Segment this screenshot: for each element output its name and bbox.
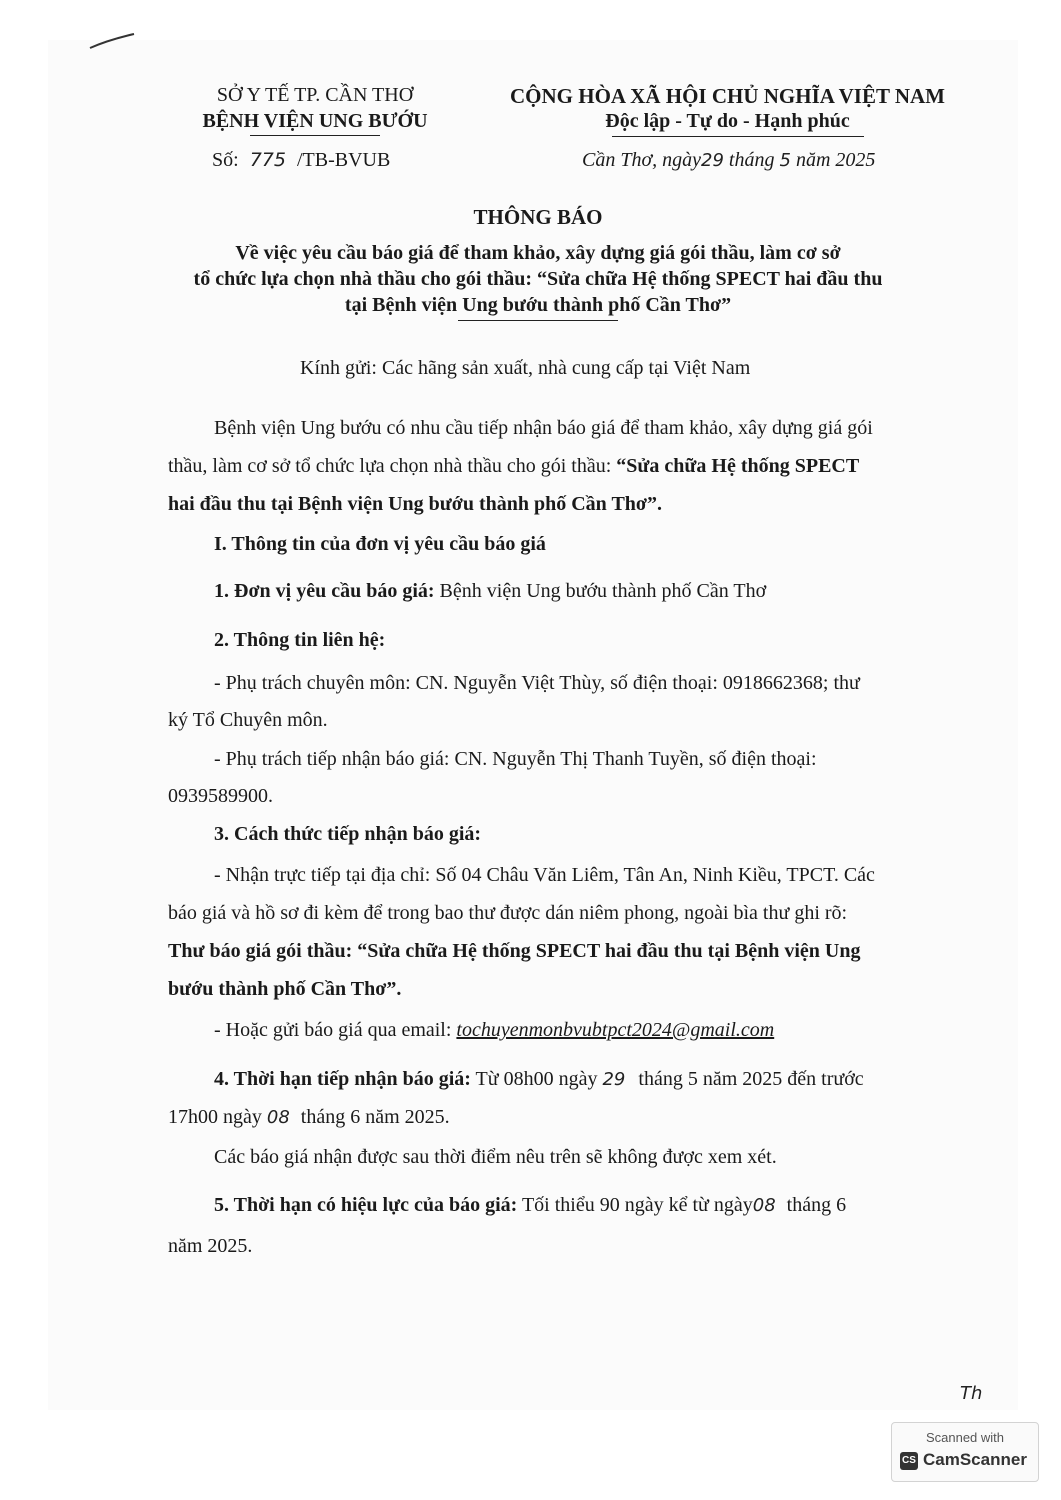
document-number: [212, 149, 390, 172]
email-link[interactable]: tochuyenmonbvubtpct2024@gmail.com: [456, 1019, 775, 1041]
email-prefix: - Hoặc gửi báo giá qua email:: [214, 1019, 457, 1041]
org-parent: SỞ Y TẾ TP. CẦN THƠ: [216, 84, 414, 106]
subject-line-1: Về việc yêu cầu báo giá để tham khảo, xây dựng giá gói thầu, làm cơ sở: [235, 242, 841, 264]
item-4-line-1: [214, 1068, 864, 1091]
item-1-value: Bệnh viện Ung bướu thành phố Cần Thơ: [434, 580, 767, 602]
number-suffix: /TB-BVUB: [296, 149, 391, 171]
contact-2-line-2: 0939589900.: [168, 785, 273, 807]
item-5-line-2: năm 2025.: [168, 1235, 253, 1257]
date-prefix: Cần Thơ, ngày: [582, 149, 702, 171]
document-title: THÔNG BÁO: [473, 205, 603, 229]
item-5-label: 5. Thời hạn có hiệu lực của báo giá:: [214, 1194, 518, 1216]
intro-text: thầu, làm cơ sở tổ chức lựa chọn nhà thầu cho gói thầu:: [168, 455, 617, 477]
contact-1-line-2: ký Tổ Chuyên môn.: [168, 709, 328, 731]
item-3-label: 3. Cách thức tiếp nhận báo giá:: [214, 823, 482, 845]
item-4-day-1: 29: [602, 1069, 626, 1090]
receive-line-1: - Nhận trực tiếp tại địa chỉ: Số 04 Châu Văn Liêm, Tân An, Ninh Kiều, TPCT. Các: [214, 864, 875, 886]
date-month: 5: [779, 150, 791, 171]
late-note: Các báo giá nhận được sau thời điểm nêu trên sẽ không được xem xét.: [214, 1146, 777, 1168]
email-line: [214, 1019, 774, 1042]
item-4-text-a: Từ 08h00 ngày: [470, 1068, 598, 1090]
subject-line-3: tại Bệnh viện Ung bướu thành phố Cần Thơ”: [344, 294, 732, 316]
section-1-heading: I. Thông tin của đơn vị yêu cầu báo giá: [214, 533, 546, 555]
item-4-text-d: tháng 6 năm 2025.: [300, 1106, 450, 1128]
item-5-text-a: Tối thiểu 90 ngày kể từ ngày: [517, 1194, 753, 1216]
recipient: Kính gửi: Các hãng sản xuất, nhà cung cấp tại Việt Nam: [300, 357, 751, 379]
receive-line-2: báo giá và hồ sơ đi kèm để trong bao thư được dán niêm phong, ngoài bìa thư ghi rõ:: [168, 902, 848, 924]
item-5-text-b: tháng 6: [786, 1194, 847, 1216]
org-name: BỆNH VIỆN UNG BƯỚU: [202, 110, 428, 132]
date-month-label: tháng: [728, 149, 775, 171]
org-underline: [250, 135, 380, 136]
item-1: [214, 580, 766, 603]
scanner-caption: Scanned with: [925, 1430, 1005, 1445]
item-5-day: 08: [752, 1195, 776, 1216]
item-2-label: 2. Thông tin liên hệ:: [214, 629, 386, 651]
item-4-text-c: 17h00 ngày: [168, 1106, 262, 1128]
number-label: Số:: [212, 149, 239, 171]
item-4-text-b: tháng 5 năm 2025 đến trước: [638, 1068, 864, 1090]
contact-1-line-1: - Phụ trách chuyên môn: CN. Nguyễn Việt Thùy, số điện thoại: 0918662368; thư: [214, 672, 860, 694]
scanner-brand: CamScanner: [923, 1450, 1027, 1469]
camscanner-watermark: [891, 1422, 1039, 1482]
intro-line-1: Bệnh viện Ung bướu có nhu cầu tiếp nhận báo giá để tham khảo, xây dựng giá gói: [214, 417, 873, 439]
camscanner-logo-icon: CS: [900, 1452, 918, 1470]
document-date: [582, 149, 875, 172]
contact-2-line-1: - Phụ trách tiếp nhận báo giá: CN. Nguyễn Thị Thanh Tuyền, số điện thoại:: [214, 748, 817, 770]
package-name-start: “Sửa chữa Hệ thống SPECT: [616, 455, 860, 477]
receive-line-4: bướu thành phố Cần Thơ”.: [168, 978, 402, 1000]
item-4-label: 4. Thời hạn tiếp nhận báo giá:: [214, 1068, 471, 1090]
pen-stroke-mark: [88, 30, 138, 52]
national-motto: Độc lập - Tự do - Hạnh phúc: [605, 110, 850, 132]
national-title: CỘNG HÒA XÃ HỘI CHỦ NGHĨA VIỆT NAM: [509, 84, 946, 108]
intro-line-2: [168, 455, 859, 478]
receive-line-3: Thư báo giá gói thầu: “Sửa chữa Hệ thống SPECT hai đầu thu tại Bệnh viện Ung: [168, 940, 861, 962]
item-1-label: 1. Đơn vị yêu cầu báo giá:: [214, 580, 435, 602]
item-4-line-2: [168, 1106, 450, 1129]
intro-line-3: hai đầu thu tại Bệnh viện Ung bướu thành phố Cần Thơ”.: [168, 493, 662, 515]
subject-line-2: tổ chức lựa chọn nhà thầu cho gói thầu: “Sửa chữa Hệ thống SPECT hai đầu thu: [193, 268, 883, 290]
number-value: 775: [249, 149, 286, 171]
motto-underline: [612, 136, 864, 137]
page-initials: Th: [960, 1383, 983, 1404]
date-year: năm 2025: [795, 149, 876, 171]
subject-underline: [458, 320, 618, 321]
date-day: 29: [701, 150, 724, 171]
item-5-line-1: [214, 1194, 846, 1217]
item-4-day-2: 08: [266, 1107, 290, 1128]
